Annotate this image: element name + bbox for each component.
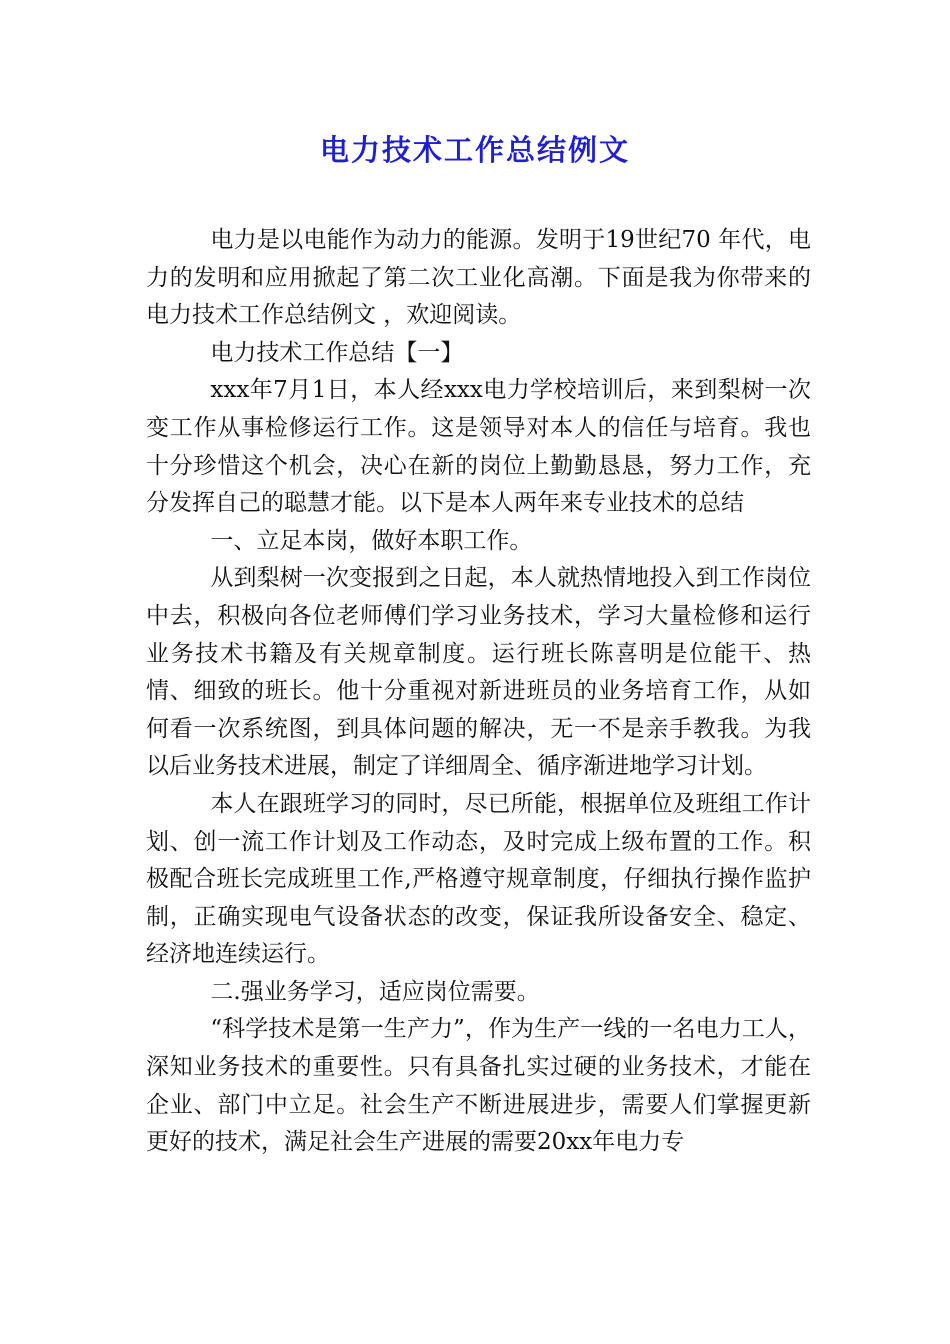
body-paragraph: “科学技术是第一生产力”，作为生产一线的一名电力工人，深知业务技术的重要性。只有具备扎实过硬的业务技术，才能在企业、部门中立足。社会生产不断进展进步，需要人们掌握更新更好的技术，满足社会生产进展的需要20xx年电力专 xyxy=(146,1016,811,1156)
body-paragraph: xxx年7月1日，本人经xxx电力学校培训后，来到梨树一次变工作从事检修运行工作。这是领导对本人的信任与培育。我也十分珍惜这个机会，决心在新的岗位上勤勤恳恳，努力工作，充分发挥自己的聪慧才能。以下是本人两年来专业技术的总结 xyxy=(146,377,811,517)
intro-paragraph: 电力是以电能作为动力的能源。发明于19世纪70 年代，电力的发明和应用掀起了第二次工业化高潮。下面是我为你带来的电力技术工作总结例文 ，欢迎阅读。 xyxy=(146,227,811,329)
body-paragraph: 从到梨树一次变报到之日起，本人就热情地投入到工作岗位中去，积极向各位老师傅们学习业务技术，学习大量检修和运行业务技术书籍及有关规章制度。运行班长陈喜明是位能干、热情、细致的班长。他十分重视对新进班员的业务培育工作，从如何看一次系统图，到具体问题的解决，无一不是亲手教我。为我以后业务技术进展，制定了详细周全、循序渐进地学习计划。 xyxy=(146,565,811,780)
body-paragraph: 本人在跟班学习的同时，尽已所能，根据单位及班组工作计划、创一流工作计划及工作动态，及时完成上级布置的工作。积极配合班长完成班里工作,严格遵守规章制度，仔细执行操作监护制，正确实现电气设备状态的改变，保证我所设备安全、稳定、经济地连续运行。 xyxy=(146,790,811,968)
section-heading-summary-one: 电力技术工作总结【一】 xyxy=(210,339,464,366)
document-title: 电力技术工作总结例文 xyxy=(319,133,630,167)
section-heading: 一、立足本岗，做好本职工作。 xyxy=(210,527,533,554)
section-heading: 二.强业务学习，适应岗位需要。 xyxy=(210,978,540,1005)
document-body xyxy=(146,222,811,1162)
